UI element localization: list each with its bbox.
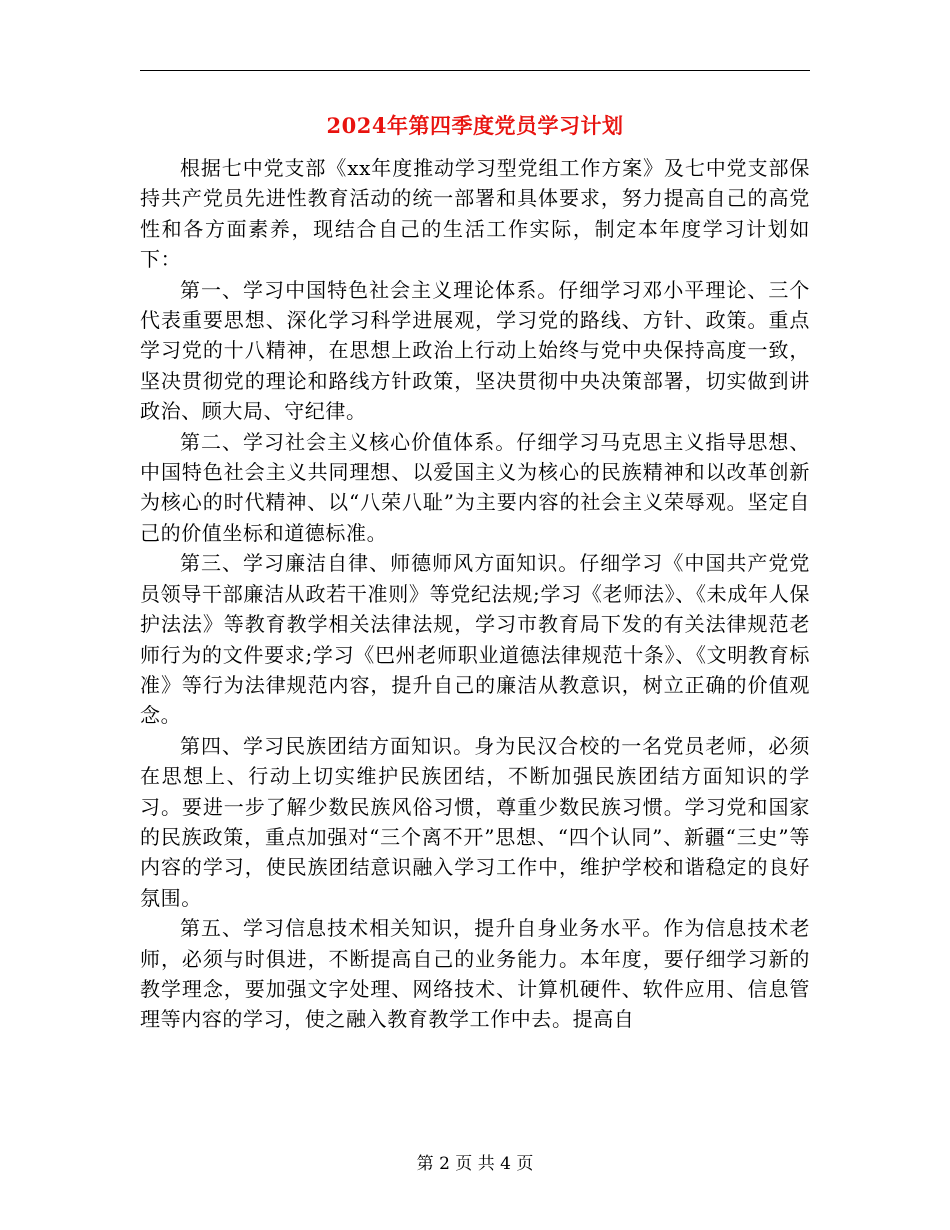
page-number-label: 第 2 页 共 4 页: [416, 1154, 534, 1174]
document-body: [140, 153, 810, 1035]
paragraph-section-4: 第四、学习民族团结方面知识。身为民汉合校的一名党员老师，必须在思想上、行动上切实维护民族团结，不断加强民族团结方面知识的学习。要进一步了解少数民族风俗习惯，尊重少数民族习惯。学习党和国家的民族政策，重点加强对“三个离不开”思想、“四个认同”、新疆“三史”等内容的学习，使民族团结意识融入学习工作中，维护学校和谐稳定的良好氛围。: [140, 733, 810, 910]
document-title: 2024年第四季度党员学习计划: [326, 113, 624, 138]
paragraph-section-3: 第三、学习廉洁自律、师德师风方面知识。仔细学习《中国共产党党员领导干部廉洁从政若干准则》等党纪法规;学习《老师法》、《未成年人保护法法》等教育教学相关法律法规，学习市教育局下发的有关法律规范老师行为的文件要求;学习《巴州老师职业道德法律规范十条》、《文明教育标准》等行为法律规范内容，提升自己的廉洁从教意识，树立正确的价值观念。: [140, 551, 810, 728]
paragraph-section-5: 第五、学习信息技术相关知识，提升自身业务水平。作为信息技术老师，必须与时俱进，不断提高自己的业务能力。本年度，要仔细学习新的教学理念，要加强文字处理、网络技术、计算机硬件、软件应用、信息管理等内容的学习，使之融入教育教学工作中去。提高自: [140, 916, 810, 1032]
paragraph-section-2: 第二、学习社会主义核心价值体系。仔细学习马克思主义指导思想、中国特色社会主义共同理想、以爱国主义为核心的民族精神和以改革创新为核心的时代精神、以“八荣八耻”为主要内容的社会主义荣辱观。坚定自己的价值坐标和道德标准。: [140, 429, 810, 545]
paragraph-intro: 根据七中党支部《xx年度推动学习型党组工作方案》及七中党支部保持共产党员先进性教育活动的统一部署和具体要求，努力提高自己的高党性和各方面素养，现结合自己的生活工作实际，制定本年度学习计划如下：: [140, 156, 810, 272]
header-rule: [140, 70, 810, 71]
page-footer: [0, 1152, 950, 1176]
paragraph-section-1: 第一、学习中国特色社会主义理论体系。仔细学习邓小平理论、三个代表重要思想、深化学习科学进展观，学习党的路线、方针、政策。重点学习党的十八精神，在思想上政治上行动上始终与党中央保持高度一致，坚决贯彻党的理论和路线方针政策，坚决贯彻中央决策部署，切实做到讲政治、顾大局、守纪律。: [140, 277, 810, 424]
